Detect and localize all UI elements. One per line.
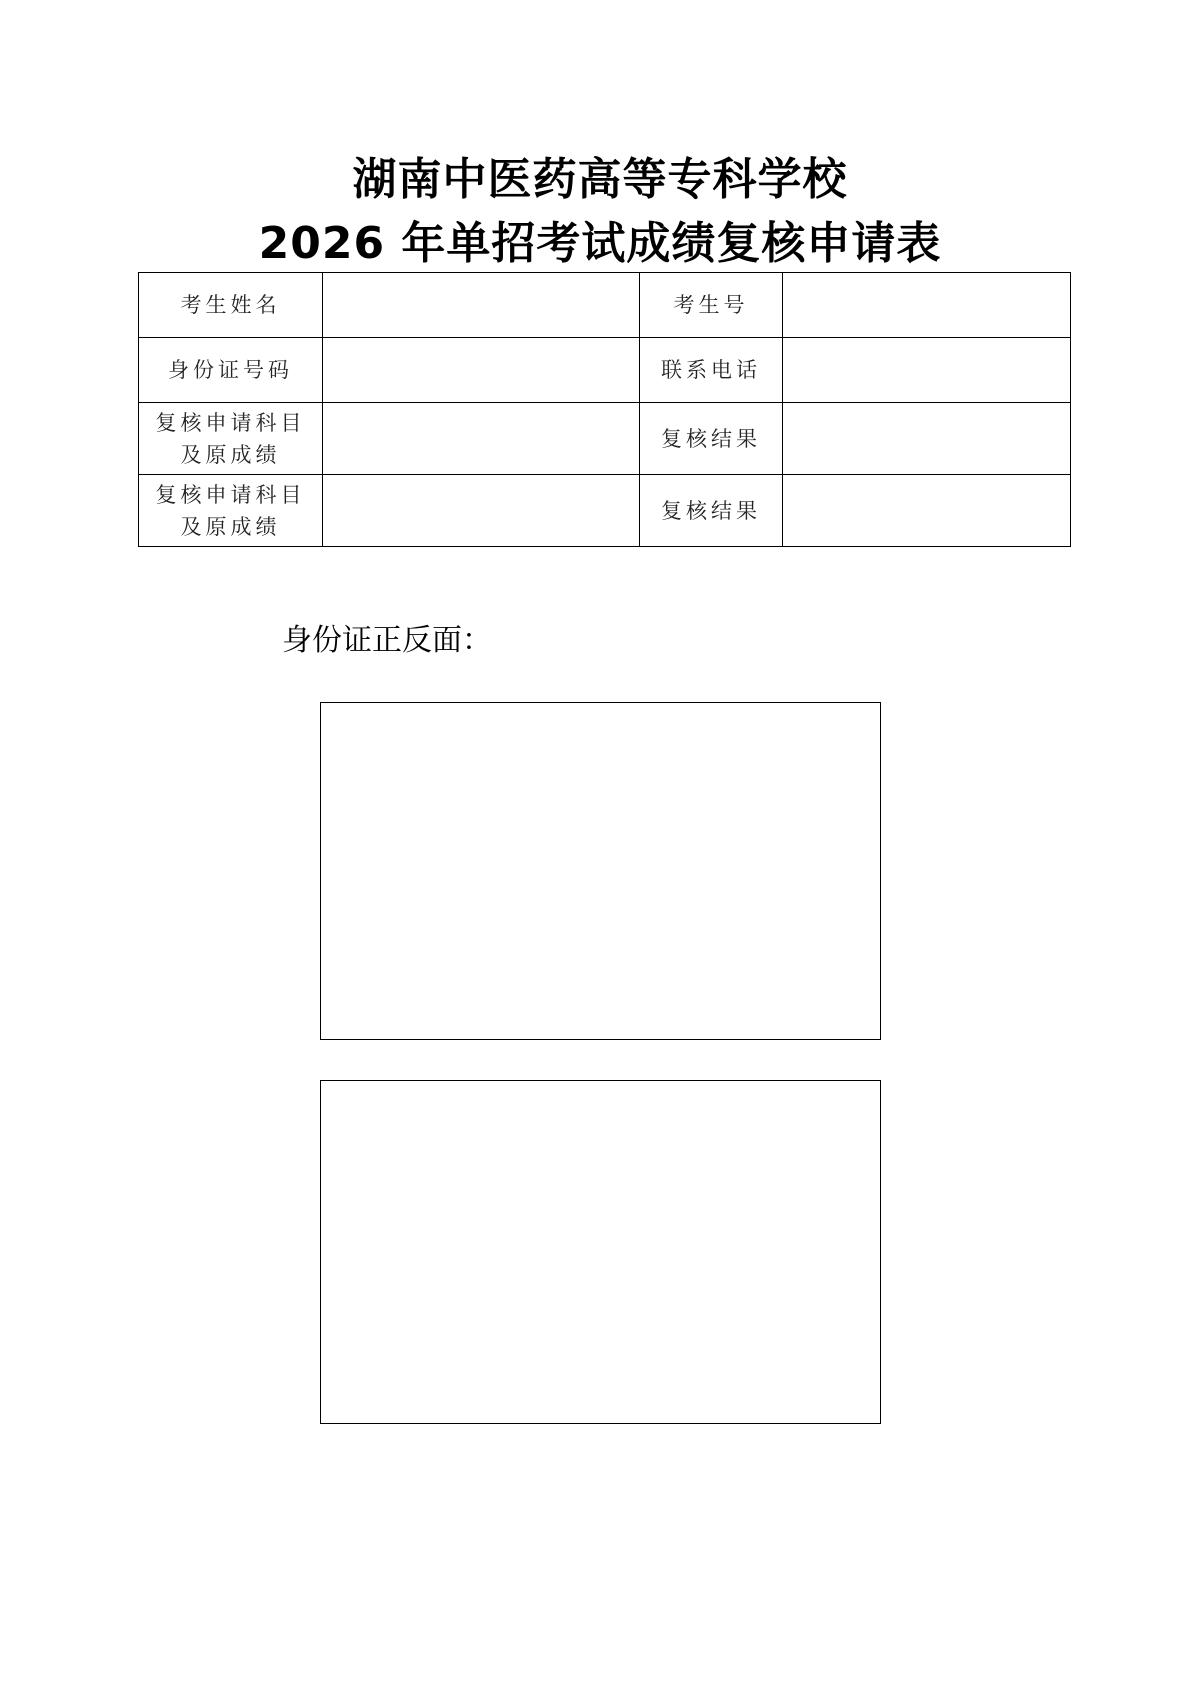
review-result-2-field[interactable] — [783, 475, 1071, 547]
form-title-school: 湖南中医药高等专科学校 — [352, 154, 848, 205]
table-row — [139, 403, 1071, 475]
label-review-subject-1: 复核申请科目 及原成绩 — [139, 403, 323, 475]
phone-field[interactable] — [783, 338, 1071, 403]
table-row — [139, 338, 1071, 403]
application-form-table — [138, 272, 1071, 547]
review-subject-2-field[interactable] — [323, 475, 640, 547]
review-result-1-field[interactable] — [783, 403, 1071, 475]
candidate-number-field[interactable] — [783, 273, 1071, 338]
table-row — [139, 273, 1071, 338]
label-review-result-1: 复核结果 — [640, 403, 783, 475]
id-card-front-box[interactable] — [320, 702, 881, 1040]
id-card-section-label: 身份证正反面： — [282, 623, 492, 658]
candidate-name-field[interactable] — [323, 273, 640, 338]
label-review-result-2: 复核结果 — [640, 475, 783, 547]
review-subject-1-field[interactable] — [323, 403, 640, 475]
label-candidate-name: 考生姓名 — [139, 273, 323, 338]
label-candidate-number: 考生号 — [640, 273, 783, 338]
form-title-application: 2026 年单招考试成绩复核申请表 — [258, 218, 942, 269]
label-id-number: 身份证号码 — [139, 338, 323, 403]
id-number-field[interactable] — [323, 338, 640, 403]
table-row — [139, 475, 1071, 547]
label-phone: 联系电话 — [640, 338, 783, 403]
id-card-back-box[interactable] — [320, 1080, 881, 1424]
label-review-subject-2: 复核申请科目 及原成绩 — [139, 475, 323, 547]
